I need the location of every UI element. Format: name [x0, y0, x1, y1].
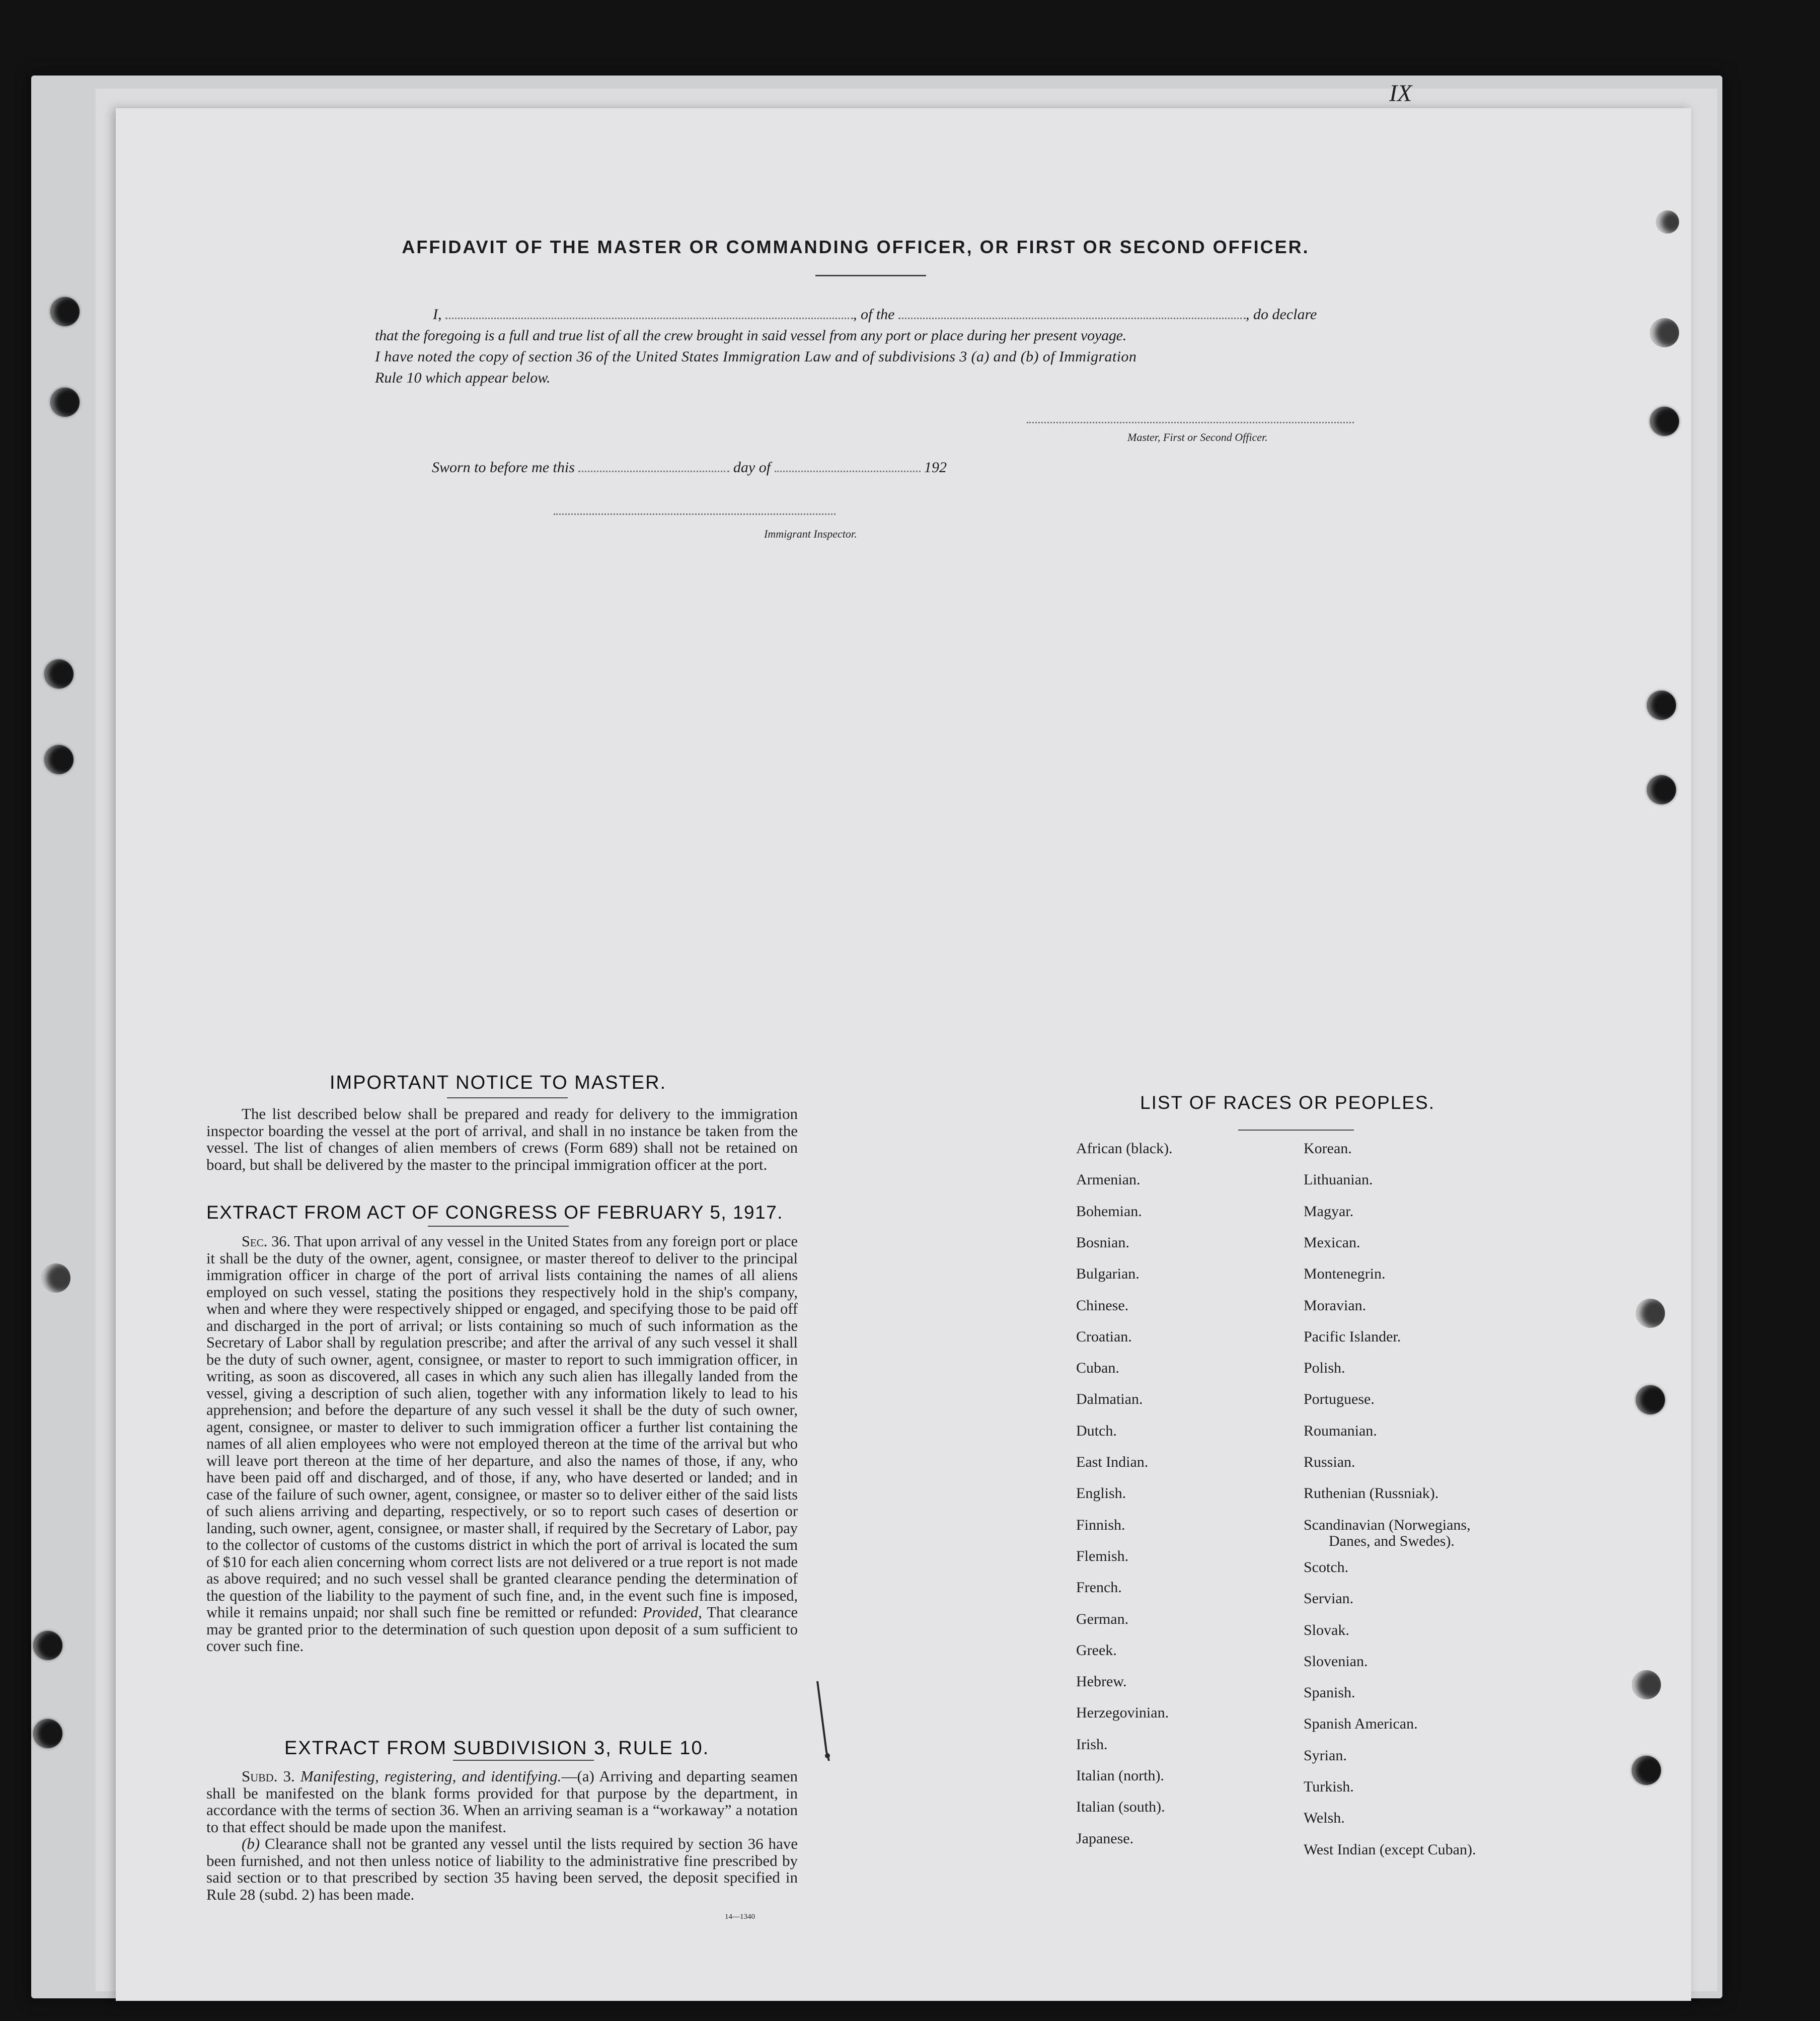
- subd-text-a: —(a) Arriving and departing seamen shall be manifested on the blank forms provided for that purpose by the department, in accordance with the terms of section 36. When an arriving seaman is a “workaway” a notation to that effect should be made upon the manifest.: [206, 1767, 798, 1836]
- race-item: Croatian.: [1076, 1328, 1132, 1345]
- affidavit-line-4: Rule 10 which appear below.: [375, 369, 551, 386]
- race-item: Spanish American.: [1304, 1715, 1418, 1733]
- punch-hole-icon: [1632, 1670, 1661, 1699]
- punch-hole-icon: [50, 388, 80, 417]
- title-underline: [815, 275, 926, 276]
- name-field[interactable]: [445, 318, 853, 319]
- affidavit-title: AFFIDAVIT OF THE MASTER OR COMMANDING OFFICER, OR FIRST OR SECOND OFFICER.: [402, 237, 1310, 257]
- affidavit-line-1: [433, 306, 1359, 323]
- rule-text: [206, 1768, 798, 1903]
- race-item: Bulgarian.: [1076, 1265, 1140, 1283]
- race-item: Greek.: [1076, 1641, 1117, 1659]
- race-item: Italian (north).: [1076, 1767, 1164, 1784]
- subd-label: Subd. 3.: [242, 1767, 295, 1785]
- race-item: Dalmatian.: [1076, 1391, 1143, 1408]
- race-item: Bohemian.: [1076, 1203, 1142, 1220]
- year-label: 192: [924, 459, 947, 476]
- punch-hole-icon: [1636, 1385, 1665, 1414]
- sworn-line: [432, 459, 947, 476]
- race-item: Cuban.: [1076, 1360, 1119, 1377]
- races-underline: [1238, 1130, 1354, 1131]
- race-item: Ruthenian (Russniak).: [1304, 1485, 1439, 1502]
- master-signature-field[interactable]: [1027, 412, 1354, 423]
- race-item: African (black).: [1076, 1140, 1173, 1157]
- race-item: Scotch.: [1304, 1558, 1349, 1576]
- do-declare-label: , do declare: [1246, 306, 1317, 323]
- race-item: French.: [1076, 1579, 1122, 1596]
- inspector-label: Immigrant Inspector.: [764, 528, 857, 540]
- race-item: Hebrew.: [1076, 1673, 1127, 1690]
- i-label: I,: [433, 306, 442, 323]
- subd-text-b: Clearance shall not be granted any vessel until the lists required by section 36 have been furnished, and not then unless notice of liability to the administrative fine prescribed by said section or to that prescribed by section 35 having been served, the deposit specified in Rule 28 (subd. 2) has been made.: [206, 1835, 798, 1903]
- punch-hole-icon: [33, 1719, 62, 1748]
- race-item: Russian.: [1304, 1454, 1355, 1470]
- day-of-label: day of: [733, 459, 771, 476]
- races-heading: LIST OF RACES OR PEOPLES.: [1140, 1092, 1435, 1113]
- punch-hole-icon: [1656, 210, 1679, 234]
- punch-hole-icon: [44, 745, 73, 774]
- race-item: English.: [1076, 1485, 1126, 1502]
- race-item: Turkish.: [1304, 1778, 1354, 1795]
- race-item: Syrian.: [1304, 1747, 1347, 1764]
- race-item: East Indian.: [1076, 1454, 1149, 1470]
- race-item: Danes, and Swedes).: [1329, 1532, 1455, 1549]
- punch-hole-icon: [41, 1263, 70, 1293]
- punch-hole-icon: [1636, 1299, 1665, 1328]
- sworn-day-field[interactable]: [578, 471, 729, 472]
- sworn-month-field[interactable]: [775, 471, 921, 472]
- punch-hole-icon: [1650, 407, 1679, 436]
- race-item: Japanese.: [1076, 1830, 1134, 1847]
- notice-heading: IMPORTANT NOTICE TO MASTER.: [330, 1072, 667, 1093]
- race-item: Slovak.: [1304, 1621, 1349, 1638]
- race-item: Portuguese.: [1304, 1391, 1375, 1408]
- provided-label: Provided,: [642, 1604, 702, 1621]
- rule-underline: [453, 1760, 594, 1761]
- punch-hole-icon: [1647, 691, 1676, 720]
- race-item: Flemish.: [1076, 1547, 1129, 1564]
- race-item: Polish.: [1304, 1360, 1345, 1377]
- race-item: Irish.: [1076, 1736, 1108, 1753]
- page-mark: IX: [1389, 80, 1412, 107]
- race-item: Moravian.: [1304, 1297, 1367, 1314]
- race-item: Slovenian.: [1304, 1653, 1368, 1670]
- act-heading: EXTRACT FROM ACT OF CONGRESS OF FEBRUARY 5, 1917.: [206, 1202, 784, 1223]
- inspector-signature-field[interactable]: [554, 503, 836, 515]
- race-item: Bosnian.: [1076, 1234, 1129, 1251]
- sec-label: Sec. 36.: [242, 1233, 291, 1250]
- affidavit-line-2: that the foregoing is a full and true list of all the crew brought in said vessel from any port or place during her present voyage.: [375, 327, 1127, 344]
- race-item: Pacific Islander.: [1304, 1328, 1401, 1345]
- punch-hole-icon: [1647, 775, 1676, 804]
- affidavit-line-3: I have noted the copy of section 36 of the United States Immigration Law and of subdivisions 3 (a) and (b) of Immigration: [375, 348, 1137, 365]
- act-underline: [428, 1226, 569, 1227]
- act-text: [206, 1233, 798, 1655]
- punch-hole-icon: [1632, 1756, 1661, 1785]
- punch-hole-icon: [33, 1631, 62, 1660]
- race-item: Chinese.: [1076, 1297, 1129, 1314]
- form-number: 14—1340: [725, 1913, 755, 1921]
- race-item: Welsh.: [1304, 1810, 1345, 1827]
- race-item: Italian (south).: [1076, 1799, 1165, 1816]
- race-item: Servian.: [1304, 1590, 1354, 1607]
- race-item: Montenegrin.: [1304, 1265, 1386, 1283]
- act-paragraph: That upon arrival of any vessel in the United States from any foreign port or place it shall be the duty of the owner, agent, consignee, or master thereof to deliver to the principal immigration officer in charge of the port of arrival lists containing the names of all aliens employed on such vessel, stating the positions they respectively hold in the ship's company, when and where they were respectively shipped or engaged, and specifying those to be paid off and discharged in the port of arrival; or lists containing so much of such information as the Secretary of Labor shall by regulation prescribe; and after the arrival of any such vessel it shall be the duty of such owner, agent, consignee, or master to report to such immigration officer, in writing, as soon as discovered, all cases in which any such alien has illegally landed from the vessel, giving a description of such alien, together with any information likely to lead to his apprehension; and before the departure of any such vessel it shall be the duty of such owner, agent, consignee, or master to deliver to such immigration officer a further list containing the names of all alien employees who were not employed thereon at the time of the arrival but who will leave port thereon at the time of her departure, and also the names of those, if any, who have been paid off and discharged, and of those, if any, who have deserted or landed; and in case of the failure of such owner, agent, consignee, or master so to deliver either of the said lists of such aliens arriving and departing, respectively, or so to report such cases of desertion or landing, such owner, agent, consignee, or master shall, if required by the Secretary of Labor, pay to the collector of customs of the customs district in which the port of arrival is located the sum of $10 for each alien concerning whom correct lists are not delivered or a true report is not made as above required; and no such vessel shall be granted clearance pending the determination of the question of the liability to the payment of such fine, and, in the event such fine is imposed, while it remains unpaid; nor shall such fine be remitted or refunded:: [206, 1233, 798, 1621]
- subd-b-label: (b): [242, 1835, 260, 1852]
- sworn-label: Sworn to before me this: [432, 459, 575, 476]
- race-item: West Indian (except Cuban).: [1304, 1841, 1476, 1858]
- punch-hole-icon: [1650, 318, 1679, 347]
- vessel-field[interactable]: [898, 318, 1246, 319]
- punch-hole-icon: [50, 297, 80, 326]
- race-item: Dutch.: [1076, 1422, 1117, 1439]
- race-item: Lithuanian.: [1304, 1171, 1373, 1188]
- rule-heading: EXTRACT FROM SUBDIVISION 3, RULE 10.: [284, 1738, 710, 1759]
- race-item: Armenian.: [1076, 1171, 1141, 1188]
- act-paragraph-end: That clearance may be granted prior to the determination of such question upon deposit of a sum sufficient to cover such fine.: [206, 1604, 798, 1655]
- race-item: Finnish.: [1076, 1516, 1125, 1533]
- race-item: Magyar.: [1304, 1203, 1354, 1220]
- master-signature-label: Master, First or Second Officer.: [1127, 431, 1268, 443]
- race-item: Mexican.: [1304, 1234, 1360, 1251]
- punch-hole-icon: [44, 659, 73, 689]
- notice-paragraph: The list described below shall be prepared and ready for delivery to the immigration inspector boarding the vessel at the port of arrival, and shall in no instance be taken from the vessel. The list of changes of alien members of crews (Form 689) shall not be retained on board, but shall be delivered by the master to the principal immigration officer at the port.: [206, 1105, 798, 1173]
- subd-title: Manifesting, registering, and identifying.: [300, 1767, 562, 1785]
- race-item: Roumanian.: [1304, 1422, 1377, 1439]
- race-item: German.: [1076, 1610, 1129, 1627]
- race-item: Spanish.: [1304, 1684, 1355, 1701]
- race-item: Scandinavian (Norwegians,: [1304, 1516, 1471, 1533]
- document-page: [116, 108, 1691, 2001]
- race-item: Korean.: [1304, 1140, 1352, 1157]
- race-item: Herzegovinian.: [1076, 1704, 1169, 1721]
- pen-mark-icon: [815, 1676, 830, 1762]
- notice-underline: [447, 1097, 568, 1098]
- notice-text: [206, 1105, 798, 1173]
- of-the-label: , of the: [853, 306, 895, 323]
